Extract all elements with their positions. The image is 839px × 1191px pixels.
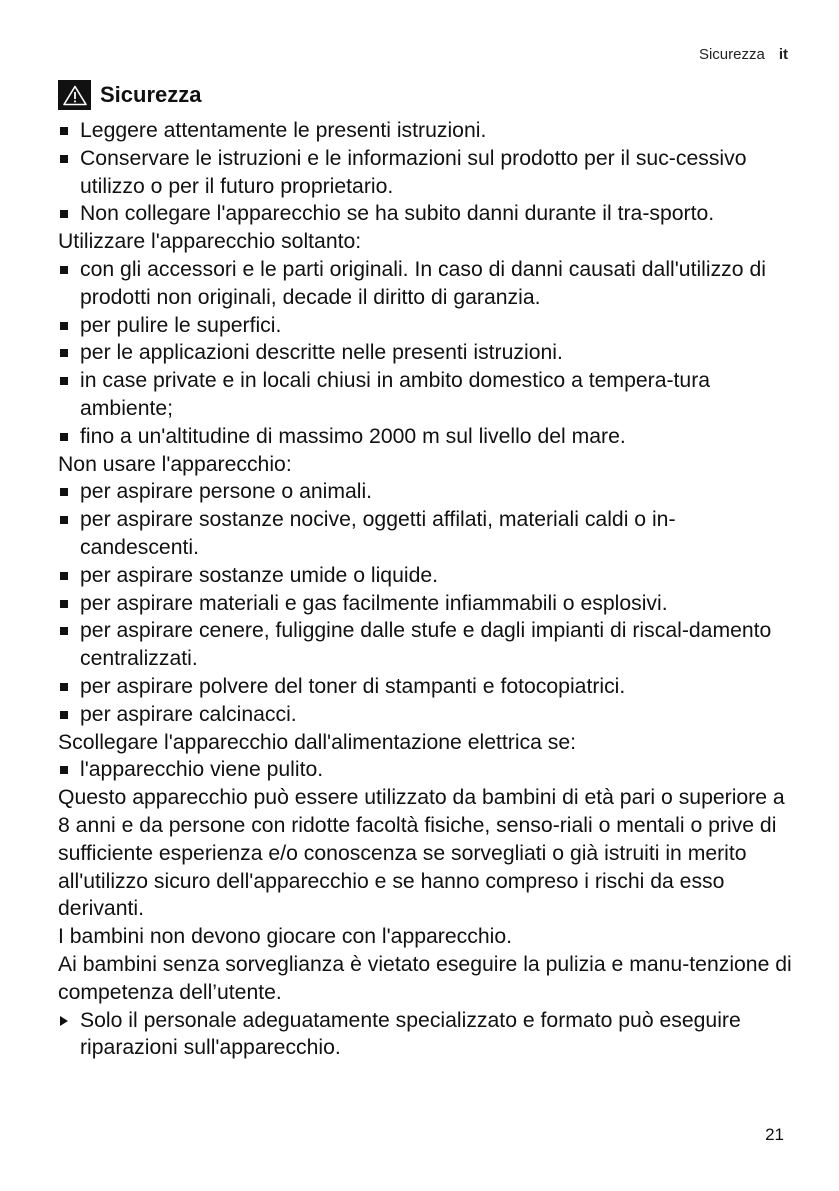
warning-icon: [58, 80, 91, 110]
repair-instruction: Solo il personale adeguatamente specializzato e formato può eseguire riparazioni sull'apparecchio.: [58, 1007, 793, 1063]
list-item: in case private e in locali chiusi in ambito domestico a tempera-tura ambiente;: [58, 367, 793, 423]
disconnect-lead: Scollegare l'apparecchio dall'alimentazione elettrica se:: [58, 730, 577, 754]
list-item: per aspirare polvere del toner di stampanti e fotocopiatrici.: [58, 673, 793, 701]
list-item: per aspirare sostanze nocive, oggetti affilati, materiali caldi o in-candescenti.: [58, 506, 793, 562]
list-item: Conservare le istruzioni e le informazioni sul prodotto per il suc-cessivo utilizzo o per il futuro proprietario.: [58, 145, 793, 201]
page-title: Sicurezza: [100, 82, 202, 107]
children-play-paragraph: I bambini non devono giocare con l'apparecchio.: [58, 925, 512, 949]
list-item: per aspirare cenere, fuliggine dalle stufe e dagli impianti di riscal-damento centralizzati.: [58, 617, 793, 673]
section-title: [58, 80, 202, 110]
list-item: Leggere attentamente le presenti istruzioni.: [58, 117, 793, 145]
list-item: per aspirare calcinacci.: [58, 701, 793, 729]
list-item: l'apparecchio viene pulito.: [58, 756, 793, 784]
list-item: Non collegare l'apparecchio se ha subito danni durante il tra-sporto.: [58, 200, 793, 228]
list-item: fino a un'altitudine di massimo 2000 m sul livello del mare.: [58, 423, 793, 451]
header-section: Sicurezza: [698, 46, 765, 63]
list-item: con gli accessori e le parti originali. In caso di danni causati dall'utilizzo di prodotti non originali, decade il diritto di garanzia.: [58, 256, 793, 312]
page-number: 21: [765, 1125, 784, 1144]
running-header: [699, 46, 788, 63]
children-cleaning-paragraph: Ai bambini senza sorveglianza è vietato eseguire la pulizia e manu-tenzione di competenza dell’utente.: [58, 952, 792, 1004]
list-item: per aspirare materiali e gas facilmente infiammabili o esplosivi.: [58, 590, 793, 618]
list-item: per pulire le superfici.: [58, 312, 793, 340]
usage-lead: Utilizzare l'apparecchio soltanto:: [58, 230, 362, 254]
header-language: it: [778, 46, 788, 63]
list-item: per aspirare sostanze umide o liquide.: [58, 562, 793, 590]
list-item: per le applicazioni descritte nelle presenti istruzioni.: [58, 339, 793, 367]
safety-content: [58, 117, 793, 1062]
children-paragraph: Questo apparecchio può essere utilizzato da bambini di età pari o superiore a 8 anni e da persone con ridotte facoltà fisiche, senso-riali o mentali o prive di sufficiente esperienza e/o conoscenza se sorvegliati o già istruiti in merito all'utilizzo sicuro dell'apparecchio e se hanno compreso i rischi da esso derivanti.: [58, 786, 785, 921]
prohibited-lead: Non usare l'apparecchio:: [58, 452, 292, 476]
list-item: per aspirare persone o animali.: [58, 478, 793, 506]
